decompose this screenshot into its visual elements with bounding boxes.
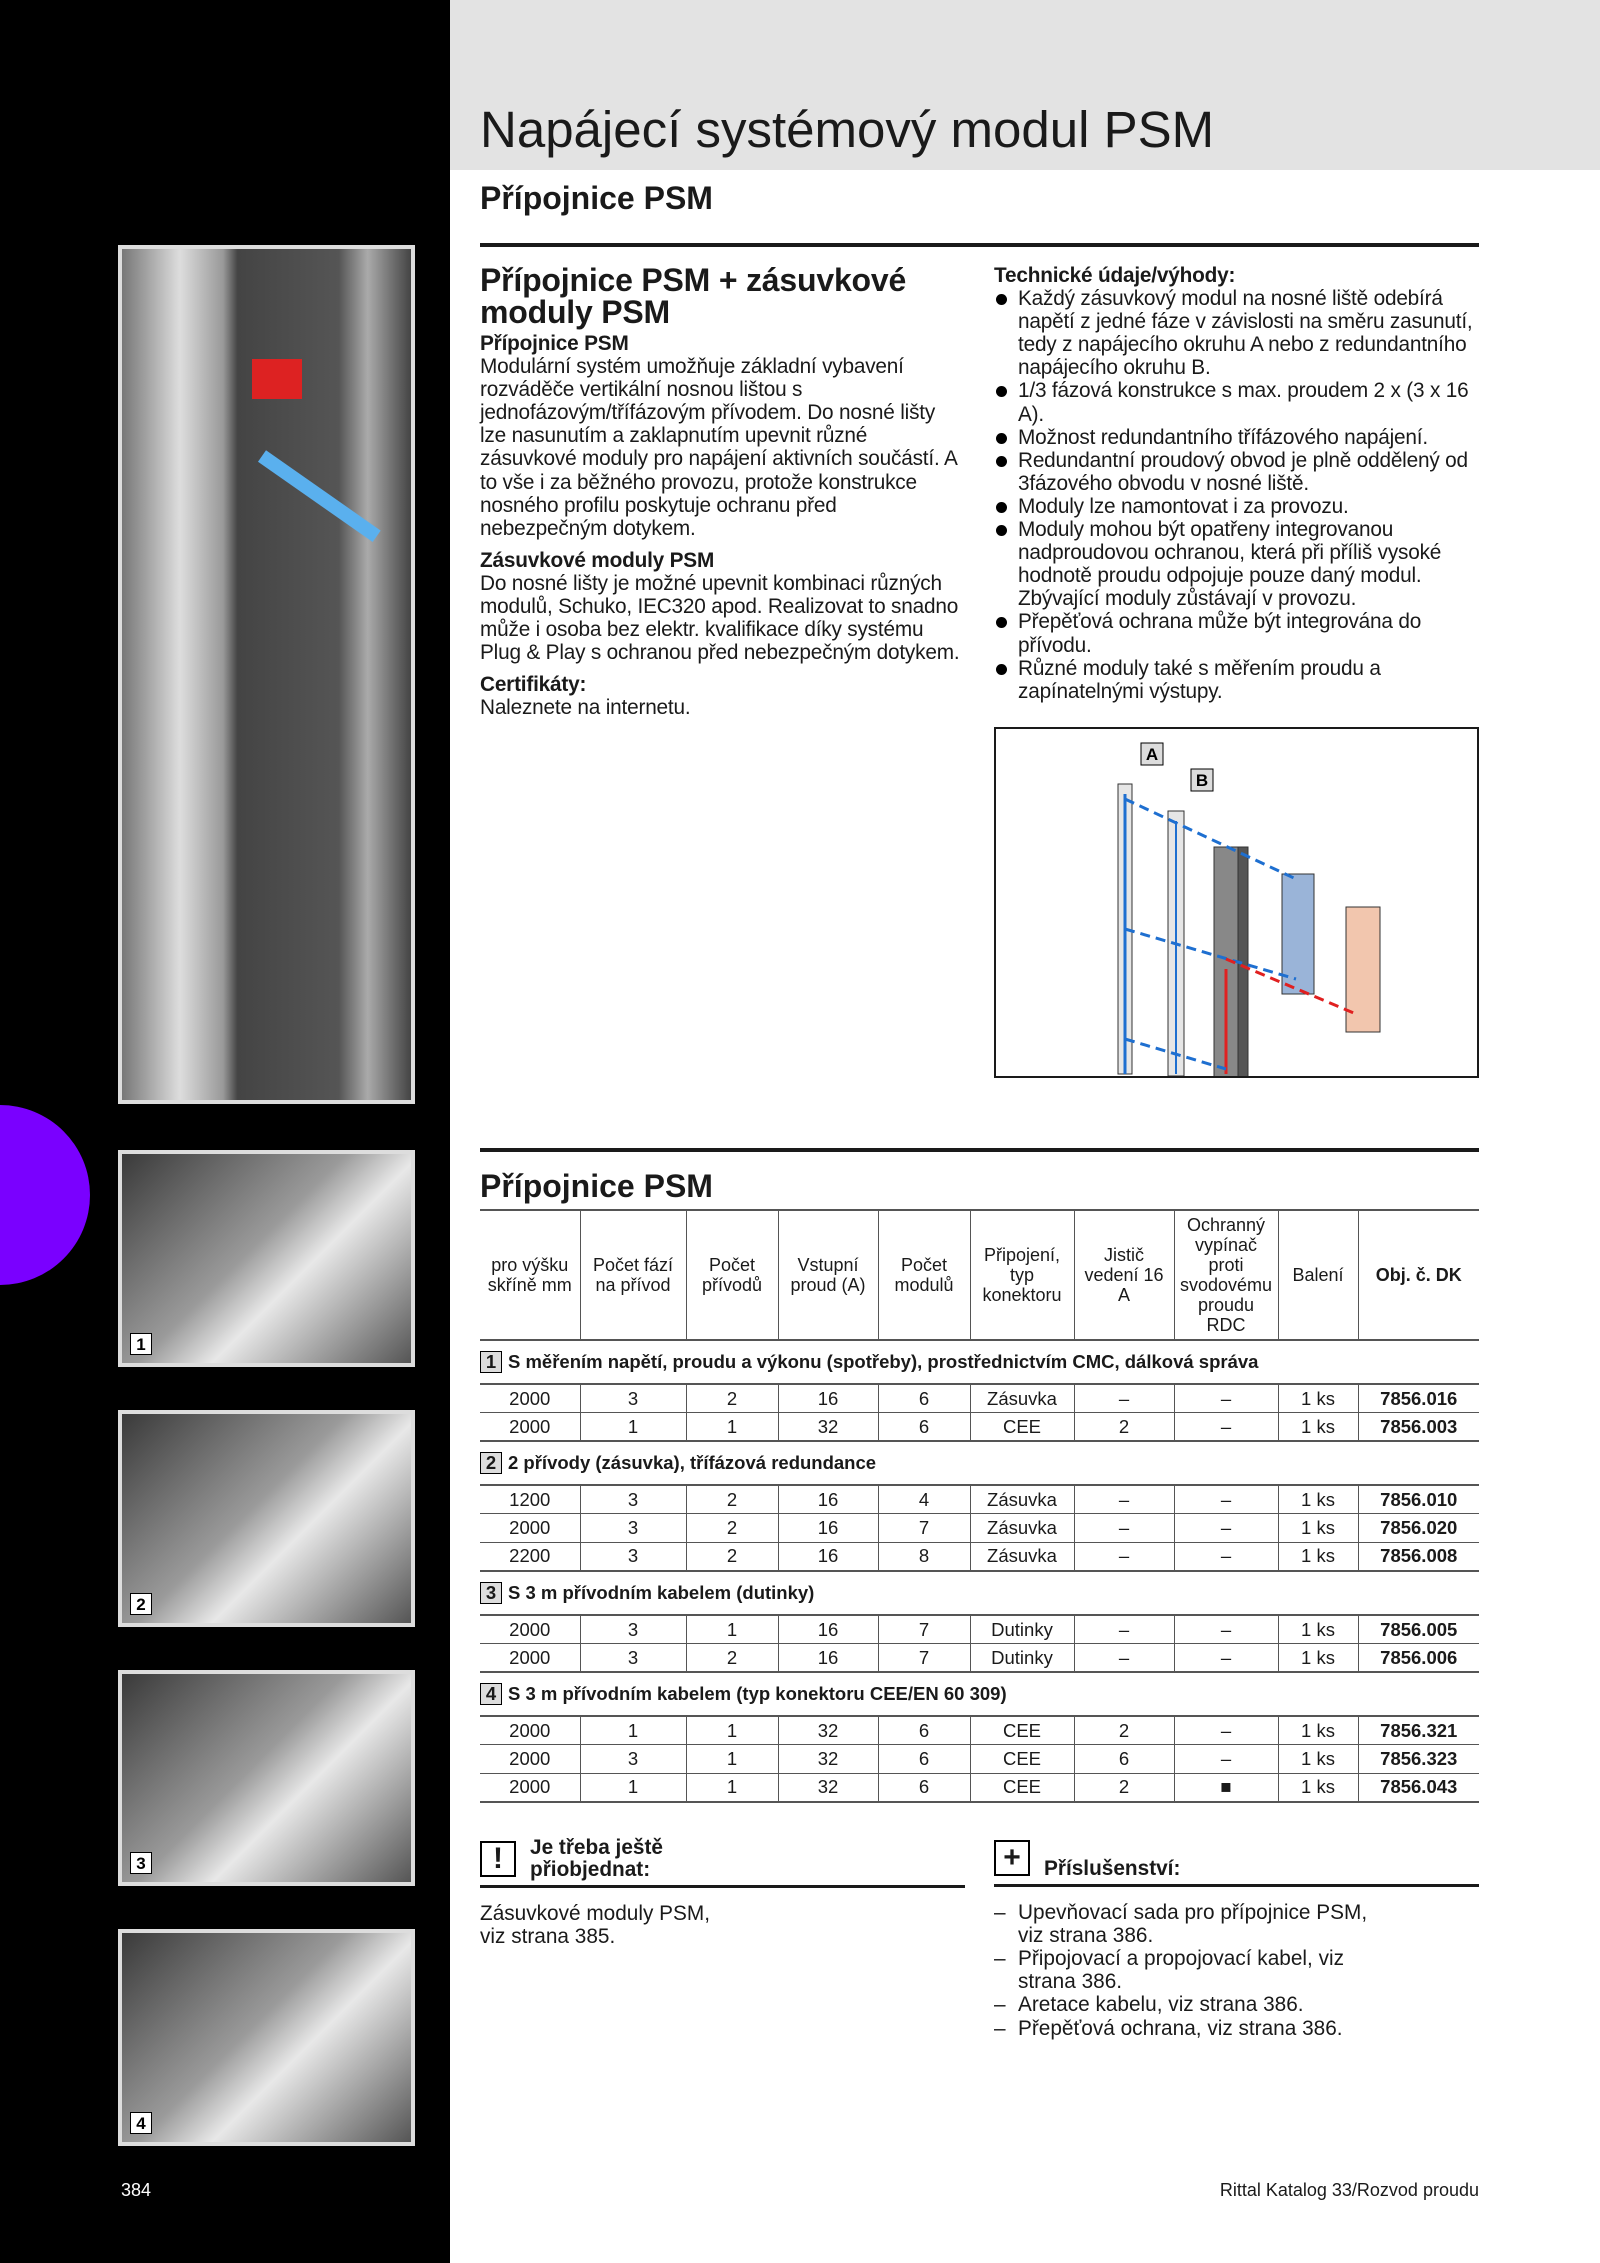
column-header: Připojení, typ konektoru <box>970 1210 1074 1340</box>
list-item: 1/3 fázová konstrukce s max. proudem 2 x (3 x 16 A). <box>994 379 1479 425</box>
table-cell: Zásuvka <box>970 1542 1074 1571</box>
group-number: 2 <box>480 1452 502 1474</box>
table-cell: 2 <box>1074 1413 1174 1442</box>
table-cell: 16 <box>778 1514 878 1543</box>
table-cell: 1 ks <box>1278 1485 1358 1514</box>
table-cell: 8 <box>878 1542 970 1571</box>
tech-title: Technické údaje/výhody: <box>994 264 1236 287</box>
table-cell: 6 <box>878 1716 970 1745</box>
table-cell: – <box>1174 1384 1278 1413</box>
table-cell: – <box>1174 1745 1278 1774</box>
table-cell: Zásuvka <box>970 1514 1074 1543</box>
group-row <box>480 1340 1479 1384</box>
table-cell: 6 <box>1074 1745 1174 1774</box>
accessories-note <box>994 1837 1479 2040</box>
product-photo-4: 4 <box>118 1929 415 2146</box>
table-row <box>480 1542 1479 1571</box>
table-cell: 1 <box>686 1716 778 1745</box>
table-row <box>480 1745 1479 1774</box>
table-cell: 7 <box>878 1615 970 1644</box>
group-title: S měřením napětí, proudu a výkonu (spotřeby), prostřednictvím CMC, dálková správa <box>508 1351 1259 1372</box>
column-header: Balení <box>1278 1210 1358 1340</box>
table-cell: 2 <box>1074 1773 1174 1802</box>
table-cell: 1 ks <box>1278 1384 1358 1413</box>
table-cell: 1 ks <box>1278 1615 1358 1644</box>
assembly-diagram <box>994 727 1479 1078</box>
table-cell: 2 <box>1074 1716 1174 1745</box>
table-cell: 1 <box>686 1615 778 1644</box>
exclamation-icon: ! <box>480 1841 516 1877</box>
table-cell: 4 <box>878 1485 970 1514</box>
table-cell: – <box>1174 1413 1278 1442</box>
table-cell: 1 <box>580 1716 686 1745</box>
table-cell: 3 <box>580 1384 686 1413</box>
table-cell: 1 ks <box>1278 1773 1358 1802</box>
table-row <box>480 1514 1479 1543</box>
table-cell: 1 ks <box>1278 1745 1358 1774</box>
product-photo-1: 1 <box>118 1150 415 1367</box>
table-cell: 2000 <box>480 1745 580 1774</box>
table-cell: 2 <box>686 1384 778 1413</box>
group-number: 4 <box>480 1683 502 1705</box>
table-section <box>480 1166 1479 2040</box>
intro-heading: Přípojnice PSM + zásuvkové moduly PSM <box>480 262 907 330</box>
table-row <box>480 1485 1479 1514</box>
diagram-drawing <box>996 729 1477 1076</box>
table-cell: 3 <box>580 1644 686 1673</box>
product-photo-main <box>118 245 415 1104</box>
list-item: Různé moduly také s měřením proudu a zapínatelnými výstupy. <box>994 657 1479 703</box>
table-cell: 2 <box>686 1514 778 1543</box>
table-cell: 2000 <box>480 1644 580 1673</box>
list-item: Redundantní proudový obvod je plně oddělený od 3fázového obvodu v nosné liště. <box>994 449 1479 495</box>
plus-icon: + <box>994 1840 1030 1876</box>
group-row <box>480 1672 1479 1716</box>
column-header: Počet přívodů <box>686 1210 778 1340</box>
section-title: Přípojnice PSM <box>480 332 629 355</box>
table-cell: 3 <box>580 1542 686 1571</box>
table-cell: 32 <box>778 1413 878 1442</box>
table-cell: 2000 <box>480 1514 580 1543</box>
table-row <box>480 1384 1479 1413</box>
table-cell: 6 <box>878 1773 970 1802</box>
order-number-cell: 7856.043 <box>1358 1773 1479 1802</box>
group-title: 2 přívody (zásuvka), třífázová redundance <box>508 1452 877 1474</box>
product-photo-2: 2 <box>118 1410 415 1627</box>
table-cell: 2 <box>686 1542 778 1571</box>
table-cell: – <box>1074 1514 1174 1543</box>
table-cell: 16 <box>778 1384 878 1413</box>
table-cell: 1 <box>686 1773 778 1802</box>
order-title: Je třeba ještě přiobjednat: <box>530 1835 663 1881</box>
table-cell: – <box>1074 1542 1174 1571</box>
list-item: Moduly lze namontovat i za provozu. <box>994 495 1479 518</box>
table-cell: 32 <box>778 1745 878 1774</box>
table-cell: 2200 <box>480 1542 580 1571</box>
table-cell: CEE <box>970 1716 1074 1745</box>
group-number: 3 <box>480 1582 502 1604</box>
tech-column <box>994 264 1479 1078</box>
table-cell: 1200 <box>480 1485 580 1514</box>
table-cell: 1 <box>580 1413 686 1442</box>
table-cell: 1 <box>686 1745 778 1774</box>
list-item: – Přepěťová ochrana, viz strana 386. <box>994 2017 1374 2040</box>
table-cell: – <box>1074 1644 1174 1673</box>
table-cell: 3 <box>580 1745 686 1774</box>
table-cell: – <box>1174 1716 1278 1745</box>
table-cell: 16 <box>778 1542 878 1571</box>
group-number: 1 <box>480 1351 502 1373</box>
table-cell: – <box>1074 1615 1174 1644</box>
order-number-cell: 7856.010 <box>1358 1485 1479 1514</box>
table-cell: 7 <box>878 1644 970 1673</box>
table-cell: 2 <box>686 1485 778 1514</box>
column-header: Počet fází na přívod <box>580 1210 686 1340</box>
table-cell: Zásuvka <box>970 1384 1074 1413</box>
column-header: Jistič vedení 16 A <box>1074 1210 1174 1340</box>
table-cell: 2000 <box>480 1413 580 1442</box>
group-row <box>480 1571 1479 1615</box>
table-cell: CEE <box>970 1745 1074 1774</box>
list-item: – Aretace kabelu, viz strana 386. <box>994 1993 1374 2016</box>
label-b: B <box>1195 770 1209 790</box>
table-cell: 16 <box>778 1615 878 1644</box>
page-subtitle: Přípojnice PSM <box>480 180 713 216</box>
table-cell: 16 <box>778 1485 878 1514</box>
table-cell: 32 <box>778 1773 878 1802</box>
table-cell: – <box>1074 1485 1174 1514</box>
table-cell: ■ <box>1174 1773 1278 1802</box>
table-cell: 2 <box>686 1644 778 1673</box>
list-item: Možnost redundantního třífázového napájení. <box>994 426 1479 449</box>
table-cell: – <box>1174 1542 1278 1571</box>
column-header: pro výšku skříně mm <box>480 1210 580 1340</box>
table-cell: 6 <box>878 1413 970 1442</box>
table-cell: 3 <box>580 1615 686 1644</box>
table-cell: – <box>1074 1384 1174 1413</box>
table-cell: – <box>1174 1644 1278 1673</box>
table-cell: CEE <box>970 1413 1074 1442</box>
divider <box>480 243 1479 247</box>
group-title: S 3 m přívodním kabelem (typ konektoru CEE/EN 60 309) <box>508 1683 1007 1705</box>
order-number-cell: 7856.323 <box>1358 1745 1479 1774</box>
table-row <box>480 1615 1479 1644</box>
order-number-cell: 7856.005 <box>1358 1615 1479 1644</box>
table-row <box>480 1773 1479 1802</box>
table-cell: Zásuvka <box>970 1485 1074 1514</box>
table-cell: 1 ks <box>1278 1644 1358 1673</box>
table-row <box>480 1716 1479 1745</box>
table-cell: 1 ks <box>1278 1413 1358 1442</box>
table-cell: 1 ks <box>1278 1514 1358 1543</box>
notes-row <box>480 1837 1479 2040</box>
order-number-cell: 7856.321 <box>1358 1716 1479 1745</box>
order-number-cell: 7856.016 <box>1358 1384 1479 1413</box>
product-table <box>480 1209 1479 1803</box>
page-title: Napájecí systémový modul PSM <box>480 101 1215 158</box>
column-header: Vstupní proud (A) <box>778 1210 878 1340</box>
table-cell: CEE <box>970 1773 1074 1802</box>
list-item: Každý zásuvkový modul na nosné liště odebírá napětí z jedné fáze v závislosti na směru zasunutí, tedy z napájecího okruhu A nebo z redundantního napájecího okruhu B. <box>994 287 1479 379</box>
list-item: – Připojovací a propojovací kabel, viz strana 386. <box>994 1947 1374 1993</box>
section-title: Zásuvkové moduly PSM <box>480 548 715 572</box>
column-header: Ochranný vypínač proti svodovému proudu RDC <box>1174 1210 1278 1340</box>
table-cell: 16 <box>778 1644 878 1673</box>
table-cell: 2000 <box>480 1615 580 1644</box>
table-cell: 6 <box>878 1745 970 1774</box>
table-title: Přípojnice PSM <box>480 1168 713 1204</box>
table-cell: 3 <box>580 1485 686 1514</box>
table-cell: 6 <box>878 1384 970 1413</box>
table-cell: – <box>1174 1514 1278 1543</box>
table-cell: – <box>1174 1615 1278 1644</box>
accessories-title: Příslušenství: <box>1044 1856 1181 1880</box>
group-row <box>480 1441 1479 1485</box>
table-cell: – <box>1174 1485 1278 1514</box>
table-cell: 2000 <box>480 1384 580 1413</box>
list-item: Moduly mohou být opatřeny integrovanou nadproudovou ochranou, která při příliš vysoké hodnotě proudu odpojuje pouze daný modul. Zbývající moduly zůstávají v provozu. <box>994 518 1479 610</box>
group-title: S 3 m přívodním kabelem (dutinky) <box>508 1581 815 1603</box>
cable-icon <box>258 450 381 542</box>
display-icon <box>252 359 302 399</box>
table-cell: 1 ks <box>1278 1542 1358 1571</box>
product-photo-3: 3 <box>118 1670 415 1886</box>
order-number-cell: 7856.006 <box>1358 1644 1479 1673</box>
order-number-cell: 7856.020 <box>1358 1514 1479 1543</box>
divider <box>480 1148 1479 1152</box>
tech-list <box>994 287 1479 703</box>
section-title: Certifikáty: <box>480 673 587 697</box>
table-cell: 2000 <box>480 1773 580 1802</box>
list-item: Přepěťová ochrana může být integrována do přívodu. <box>994 610 1479 656</box>
table-cell: 1 <box>580 1773 686 1802</box>
label-a: A <box>1145 744 1159 764</box>
table-cell: 2000 <box>480 1716 580 1745</box>
section-text: Do nosné lišty je možné upevnit kombinaci různých modulů, Schuko, IEC320 apod. Realizovat to snadno může i osoba bez elektr. kvalifikace díky systému Plug & Play s ochranou před nebezpečným dotykem. <box>480 571 960 665</box>
section-text: Naleznete na internetu. <box>480 696 691 720</box>
order-number-cell: 7856.008 <box>1358 1542 1479 1571</box>
table-cell: 7 <box>878 1514 970 1543</box>
table-cell: 3 <box>580 1514 686 1543</box>
list-item: – Upevňovací sada pro přípojnice PSM, viz strana 386. <box>994 1901 1374 1947</box>
table-cell: Dutinky <box>970 1615 1074 1644</box>
section-text: Modulární systém umožňuje základní vybavení rozváděče vertikální nosnou lištou s jednofázovým/třífázovým přívodem. Do nosné lišty lze nasunutím a zaklapnutím upevnit různé zásuvkové moduly pro napájení aktivních součástí. A to vše i za běžného provozu, protože konstrukce nosného profilu poskytuje ochranu před nebezpečným dotykem. <box>480 355 957 540</box>
table-cell: Dutinky <box>970 1644 1074 1673</box>
order-number-cell: 7856.003 <box>1358 1413 1479 1442</box>
page-number: 384 <box>121 2180 152 2200</box>
column-header: Počet modulů <box>878 1210 970 1340</box>
table-cell: 32 <box>778 1716 878 1745</box>
table-cell: 1 <box>686 1413 778 1442</box>
table-row <box>480 1413 1479 1442</box>
order-text: Zásuvkové moduly PSM, viz strana 385. <box>480 1901 711 1949</box>
footer-catalog: Rittal Katalog 33/Rozvod proudu <box>1219 2180 1479 2200</box>
order-note <box>480 1837 965 2040</box>
table-cell: 1 ks <box>1278 1716 1358 1745</box>
table-row <box>480 1644 1479 1673</box>
column-header: Obj. č. DK <box>1358 1210 1479 1340</box>
intro-column <box>480 264 960 729</box>
